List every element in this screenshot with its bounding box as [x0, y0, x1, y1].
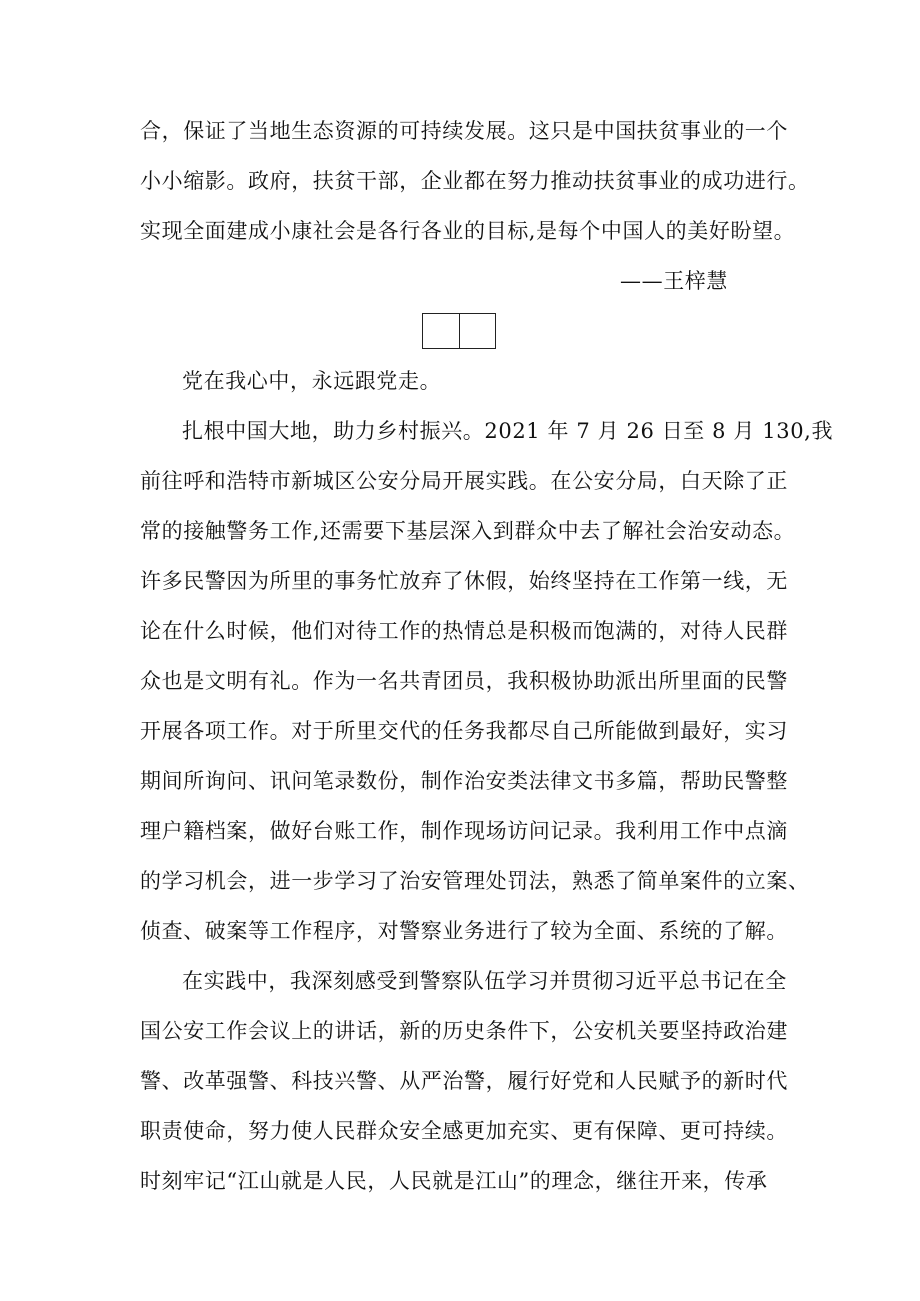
text-line: 的学习机会，进一步学习了治安管理处罚法，熟悉了简单案件的立案、: [140, 869, 810, 893]
text-line: 警、改革强警、科技兴警、从严治警，履行好党和人民赋予的新时代: [140, 1069, 788, 1093]
text-line: 实现全面建成小康社会是各行各业的目标,是每个中国人的美好盼望。: [140, 219, 796, 243]
text-line: 国公安工作会议上的讲话，新的历史条件下，公安机关要坚持政治建: [140, 1019, 788, 1043]
text-line: 前往呼和浩特市新城区公安分局开展实践。在公安分局，白天除了正: [140, 469, 788, 493]
empty-box-right: [460, 313, 497, 349]
text-line: 时刻牢记“江山就是人民，人民就是江山”的理念，继往开来，传承: [140, 1169, 768, 1193]
title-placeholder-boxes: [422, 313, 496, 349]
text-line: 期间所询问、讯问笔录数份，制作治安类法律文书多篇，帮助民警整: [140, 769, 788, 793]
text-line: 职责使命，努力使人民群众安全感更加充实、更有保障、更可持续。: [140, 1119, 788, 1143]
text-line: 众也是文明有礼。作为一名共青团员，我积极协助派出所里面的民警: [140, 669, 788, 693]
author-signature: ——王梓慧: [620, 269, 728, 293]
text-line: 合，保证了当地生态资源的可持续发展。这只是中国扶贫事业的一个: [140, 119, 788, 143]
text-line: 理户籍档案，做好台账工作，制作现场访问记录。我利用工作中点滴: [140, 819, 788, 843]
text-line: 侦查、破案等工作程序，对警察业务进行了较为全面、系统的了解。: [140, 919, 788, 943]
text-line: 小小缩影。政府，扶贫干部，企业都在努力推动扶贫事业的成功进行。: [140, 169, 810, 193]
text-line: 论在什么时候，他们对待工作的热情总是积极而饱满的，对待人民群: [140, 619, 788, 643]
text-line: 常的接触警务工作,还需要下基层深入到群众中去了解社会治安动态。: [140, 519, 796, 543]
text-line: 在实践中，我深刻感受到警察队伍学习并贯彻习近平总书记在全: [182, 969, 787, 993]
text-line: 扎根中国大地，助力乡村振兴。2021 年 7 月 26 日至 8 月 130,我: [182, 419, 834, 443]
text-line: 开展各项工作。对于所里交代的任务我都尽自己所能做到最好，实习: [140, 719, 788, 743]
empty-box-left: [422, 313, 460, 349]
text-line: 许多民警因为所里的事务忙放弃了休假，始终坚持在工作第一线，无: [140, 569, 788, 593]
section-title-line: 党在我心中，永远跟党走。: [182, 369, 442, 393]
